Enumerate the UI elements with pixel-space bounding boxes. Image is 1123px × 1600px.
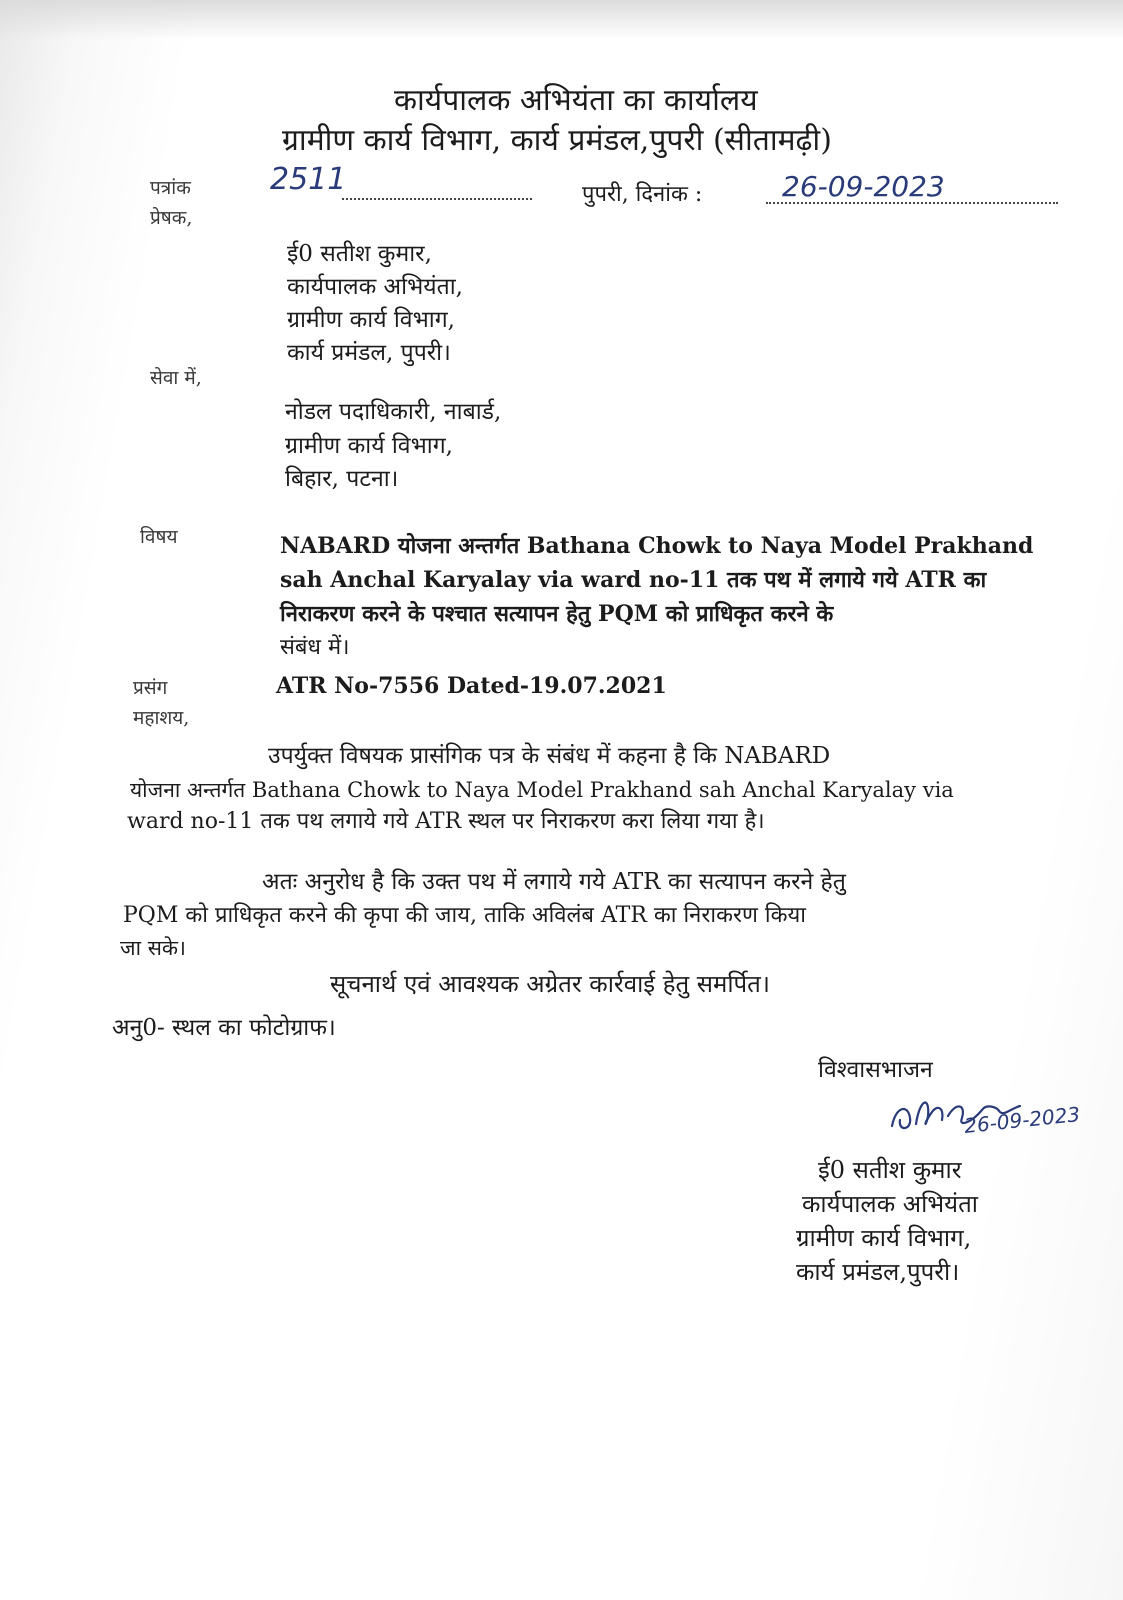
date-dotted-line <box>766 202 1058 204</box>
patrank-dotted-line <box>342 198 532 200</box>
sender-line: ग्रामीण कार्य विभाग, <box>287 307 455 333</box>
closing-line: सूचनार्थ एवं आवश्यक अग्रेतर कार्रवाई हेतु समर्पित। <box>330 970 770 998</box>
subject-label: विषय <box>140 526 178 548</box>
signatory-line: कार्यपालक अभियंता <box>802 1190 978 1218</box>
recipient-line: बिहार, पटना। <box>285 466 399 492</box>
scan-shadow <box>0 0 1123 40</box>
paragraph1-line: ward no-11 तक पथ लगाये गये ATR स्थल पर निराकरण करा लिया गया है। <box>127 809 765 834</box>
recipient-line: ग्रामीण कार्य विभाग, <box>285 433 453 459</box>
patrank-label: पत्रांक <box>150 177 191 199</box>
prasang-label: प्रसंग <box>133 677 168 699</box>
date-value: 26-09-2023 <box>782 170 945 203</box>
signatory-line: ग्रामीण कार्य विभाग, <box>796 1224 972 1252</box>
signature-date: 26-09-2023 <box>963 1101 1082 1139</box>
office-department: ग्रामीण कार्य विभाग, कार्य प्रमंडल,पुपरी (सीतामढ़ी) <box>282 123 832 158</box>
place-date-label: पुपरी, दिनांक : <box>582 182 703 207</box>
enclosure-line: अनु0- स्थल का फोटोग्राफ। <box>112 1015 336 1041</box>
paragraph2-line: अतः अनुरोध है कि उक्त पथ में लगाये गये ATR का सत्यापन करने हेतु <box>262 869 846 895</box>
sender-line: कार्य प्रमंडल, पुपरी। <box>287 340 451 366</box>
sender-label: प्रेषक, <box>150 207 193 229</box>
sender-line: कार्यपालक अभियंता, <box>287 274 463 300</box>
subject-line: sah Anchal Karyalay via ward no-11 तक पथ में लगाये गये ATR का <box>280 567 987 593</box>
subject-line: संबंध में। <box>280 635 350 660</box>
paragraph1-line: उपर्युक्त विषयक प्रासंगिक पत्र के संबंध में कहना है कि NABARD <box>268 743 831 769</box>
prasang-value: ATR No-7556 Dated-19.07.2021 <box>276 673 667 699</box>
yours-faithfully: विश्वासभाजन <box>818 1057 933 1083</box>
subject-line: निराकरण करने के पश्चात सत्यापन हेतु PQM को प्राधिकृत करने के <box>280 601 834 627</box>
signatory-line: कार्य प्रमंडल,पुपरी। <box>796 1258 960 1286</box>
recipient-label: सेवा में, <box>150 367 202 389</box>
salutation: महाशय, <box>133 707 190 729</box>
paragraph2-line: PQM को प्राधिकृत करने की कृपा की जाय, ताकि अविलंब ATR का निराकरण किया <box>123 903 806 928</box>
patrank-value: 2511 <box>270 162 347 197</box>
subject-line: NABARD योजना अन्तर्गत Bathana Chowk to Naya Model Prakhand <box>280 533 1034 559</box>
office-title: कार्यपालक अभियंता का कार्यालय <box>394 83 758 118</box>
paragraph1-line: योजना अन्तर्गत Bathana Chowk to Naya Model Prakhand sah Anchal Karyalay via <box>130 778 954 802</box>
sender-line: ई0 सतीश कुमार, <box>287 241 432 267</box>
paragraph2-line: जा सके। <box>120 936 186 960</box>
recipient-line: नोडल पदाधिकारी, नाबार्ड, <box>285 399 502 425</box>
signatory-line: ई0 सतीश कुमार <box>818 1156 962 1184</box>
